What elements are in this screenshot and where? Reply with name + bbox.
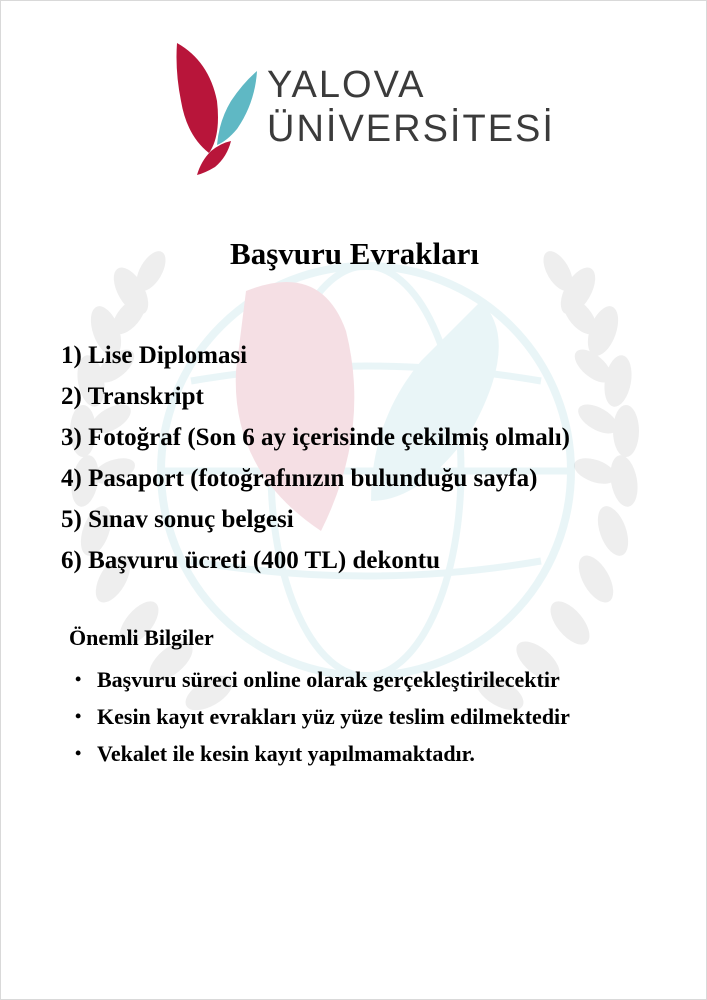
required-documents-list	[61, 335, 570, 581]
info-item	[73, 698, 570, 735]
leaf-logo-icon	[169, 41, 259, 176]
info-list	[73, 661, 570, 772]
document-item: 2) Transkript	[61, 383, 204, 410]
document-item: 4) Pasaport (fotoğrafınızın bulunduğu sayfa)	[61, 465, 538, 492]
bullet-icon: •	[75, 706, 82, 726]
info-heading: Önemli Bilgiler	[69, 625, 214, 650]
info-item-text: Kesin kayıt evrakları yüz yüze teslim edilmektedir	[97, 704, 570, 729]
page-title: Başvuru Evrakları	[230, 236, 479, 271]
info-item	[73, 661, 570, 698]
document-item: 5) Sınav sonuç belgesi	[61, 506, 294, 533]
logo-wordmark	[267, 63, 555, 151]
info-item	[73, 735, 570, 772]
info-item-text: Vekalet ile kesin kayıt yapılmamaktadır.	[97, 741, 475, 766]
logo-text-line1: YALOVA	[267, 64, 426, 106]
logo-text-line2: ÜNİVERSİTESİ	[267, 108, 555, 150]
info-item-text: Başvuru süreci online olarak gerçekleştirilecektir	[97, 667, 560, 692]
document-item: 1) Lise Diplomasi	[61, 342, 248, 369]
document-item: 3) Fotoğraf (Son 6 ay içerisinde çekilmiş olmalı)	[61, 424, 570, 451]
bullet-icon: •	[75, 669, 82, 689]
university-logo	[147, 41, 563, 176]
document-item: 6) Başvuru ücreti (400 TL) dekontu	[61, 547, 440, 574]
bullet-icon: •	[75, 743, 82, 763]
